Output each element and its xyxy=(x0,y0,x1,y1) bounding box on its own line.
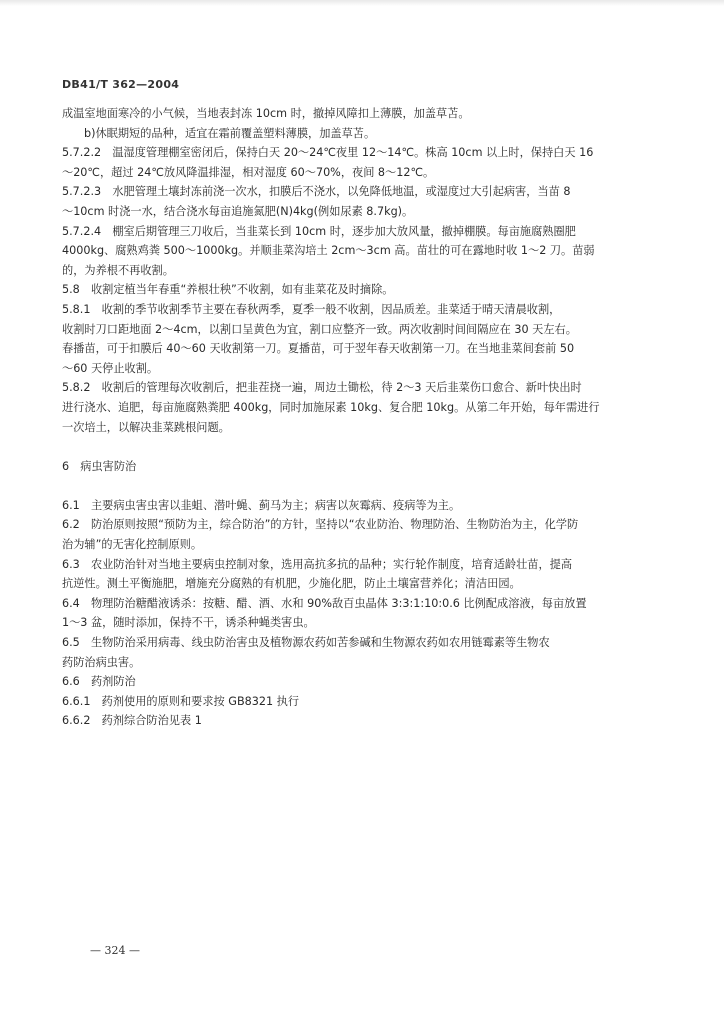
clause-5-8-1: 5.8.1 收割的季节收割季节主要在春秋两季，夏季一般不收割，因品质差。韭菜适于晴天清晨收割， xyxy=(62,302,561,316)
text-line: 成温室地面寒冷的小气候，当地表封冻 10cm 时，撤掉风障扣上薄膜，加盖草苫。 xyxy=(62,107,470,120)
clause-5-8-2: 5.8.2 收割后的管理每次收割后，把韭茬挠一遍，周边土锄松，待 2～3 天后韭菜伤口愈合、新叶快出时 xyxy=(62,381,582,395)
clause-6-4: 6.4 物理防治糖醋液诱杀：按糖、醋、酒、水和 90%敌百虫晶体 3:3:1:10:0.6 比例配成溶液，每亩放置 xyxy=(62,596,587,610)
clause-6-6-2: 6.6.2 药剂综合防治见表 1 xyxy=(62,714,202,728)
text-line: 收割时刀口距地面 2～4cm，以割口呈黄色为宜，割口应整齐一致。两次收割时间间隔应在 30 天左右。 xyxy=(62,322,577,336)
spacer xyxy=(62,476,662,496)
clause-5-7-2-4: 5.7.2.4 棚室后期管理三刀收后，当韭菜长到 10cm 时，逐步加大放风量，撤掉棚膜。每亩施腐熟圈肥 xyxy=(62,224,576,238)
text-line: 1～3 盆，随时添加，保持不干，诱杀种蝇类害虫。 xyxy=(62,616,315,630)
clause-5-7-2-2: 5.7.2.2 温湿度管理棚室密闭后，保持白天 20～24℃夜里 12～14℃。株高 10cm 以上时，保持白天 16 xyxy=(62,146,594,160)
clause-6-2: 6.2 防治原则按照“预防为主，综合防治”的方针，坚持以“农业防治、物理防治、生物防治为主，化学防 xyxy=(62,518,579,532)
text-line: 春播苗，可于扣膜后 40～60 天收割第一刀。夏播苗，可于翌年春天收割第一刀。在当地韭菜间套前 50 xyxy=(62,342,575,356)
text-line: ～20℃，超过 24℃放风降温排湿，相对湿度 60～70%，夜间 8～12℃。 xyxy=(62,165,435,179)
standard-code: DB41/T 362—2004 xyxy=(62,78,180,91)
clause-5-7-2-3: 5.7.2.3 水肥管理土壤封冻前浇一次水，扣膜后不浇水，以免降低地温，或湿度过大引起病害，当苗 8 xyxy=(62,185,571,199)
text-line: b)休眠期短的品种，适宜在霜前覆盖塑料薄膜，加盖草苫。 xyxy=(84,126,376,140)
section-heading-6: 6 病虫害防治 xyxy=(62,459,137,473)
spacer xyxy=(62,437,662,457)
text-line: 进行浇水、追肥，每亩施腐熟粪肥 400kg，同时加施尿素 10kg、复合肥 10kg。从第二年开始，每年需进行 xyxy=(62,400,600,414)
text-line: ～60 天停止收割。 xyxy=(62,361,159,375)
clause-6-5: 6.5 生物防治采用病毒、线虫防治害虫及植物源农药如苦参碱和生物源农药如农用链霉素等生物农 xyxy=(62,636,550,650)
text-line: 抗逆性。测土平衡施肥，增施充分腐熟的有机肥，少施化肥，防止土壤富营养化；清洁田园。 xyxy=(62,577,521,591)
text-line: 治为辅”的无害化控制原则。 xyxy=(62,538,203,552)
text-line: 一次培土，以解决韭菜跳根问题。 xyxy=(62,420,230,434)
text-line: ～10cm 时浇一水，结合浇水每亩追施氮肥(N)4kg(例如尿素 8.7kg)。 xyxy=(62,204,414,218)
clause-6-6-1: 6.6.1 药剂使用的原则和要求按 GB8321 执行 xyxy=(62,694,300,708)
clause-6-1: 6.1 主要病虫害虫害以韭蛆、潜叶蝇、蓟马为主；病害以灰霉病、疫病等为主。 xyxy=(62,498,461,512)
clause-5-8: 5.8 收割定植当年春重“养根壮秧”不收割，如有韭菜花及时摘除。 xyxy=(62,283,394,297)
text-line: 的，为养根不再收割。 xyxy=(62,263,174,277)
text-line: 4000kg、腐熟鸡粪 500～1000kg。并顺韭菜沟培土 2cm～3cm 高。苗壮的可在露地时收 1～2 刀。苗弱 xyxy=(62,244,595,258)
scan-edge-shadow xyxy=(0,0,724,6)
clause-6-6: 6.6 药剂防治 xyxy=(62,675,136,689)
page-number: — 324 — xyxy=(90,944,140,957)
body-text xyxy=(62,104,662,731)
clause-6-3: 6.3 农业防治针对当地主要病虫控制对象，选用高抗多抗的品种；实行轮作制度，培育适龄壮苗，提高 xyxy=(62,557,573,571)
text-line: 药防治病虫害。 xyxy=(62,655,141,669)
